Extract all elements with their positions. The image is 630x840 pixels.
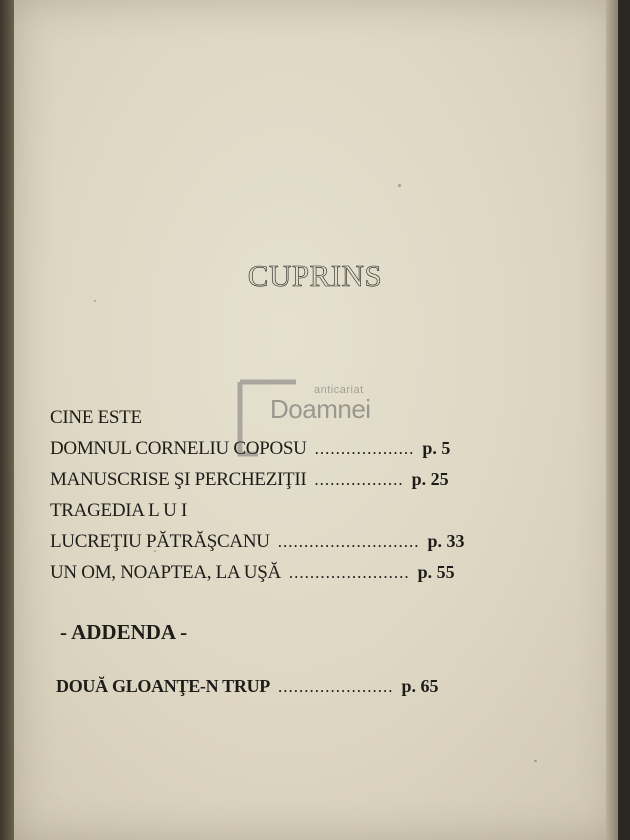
toc-entry — [50, 433, 570, 464]
toc-entry-title: MANUSCRISE ŞI PERCHEZIŢII — [50, 469, 307, 490]
toc-leader-dots: ...................... — [277, 677, 394, 696]
toc-page-number: p. 33 — [427, 531, 465, 551]
toc-entry — [50, 557, 570, 588]
toc-page-number: p. 5 — [422, 438, 451, 458]
watermark-big-text: Doamnei — [270, 394, 371, 424]
toc-page-number: p. 55 — [417, 562, 455, 582]
toc-leader-dots: ........................... — [277, 532, 420, 551]
page-title: CUPRINS — [247, 258, 383, 293]
toc-entry — [50, 495, 570, 526]
toc-leader-dots: ....................... — [288, 563, 410, 582]
paper-speck — [94, 300, 96, 302]
page-right-edge — [606, 0, 618, 840]
toc-leader-dots: ................... — [314, 439, 415, 458]
toc-entry-title: CINE ESTE — [50, 407, 142, 428]
paper-speck — [398, 184, 401, 187]
toc-entry-title: DOUĂ GLOANŢE-N TRUP — [56, 676, 270, 696]
toc-entry-title: LUCREŢIU PĂTRĂŞCANU — [50, 531, 270, 552]
toc-entry — [50, 402, 570, 433]
toc-leader-dots: ................. — [314, 470, 404, 489]
paper-speck — [534, 760, 537, 762]
book-spine-edge — [0, 0, 14, 840]
table-of-contents — [50, 402, 570, 588]
toc-entry-title: TRAGEDIA L U I — [50, 500, 188, 521]
toc-page-number: p. 65 — [401, 676, 439, 696]
toc-entry-title: DOMNUL CORNELIU COPOSU — [50, 438, 307, 459]
toc-entry-title: UN OM, NOAPTEA, LA UŞĂ — [50, 562, 281, 583]
watermark-small-text: anticariat — [314, 384, 364, 396]
addenda-entry — [56, 676, 439, 697]
toc-page-number: p. 25 — [411, 469, 449, 489]
toc-entry — [50, 464, 570, 495]
toc-entry — [50, 526, 570, 557]
addenda-heading: - ADDENDA - — [60, 620, 188, 644]
